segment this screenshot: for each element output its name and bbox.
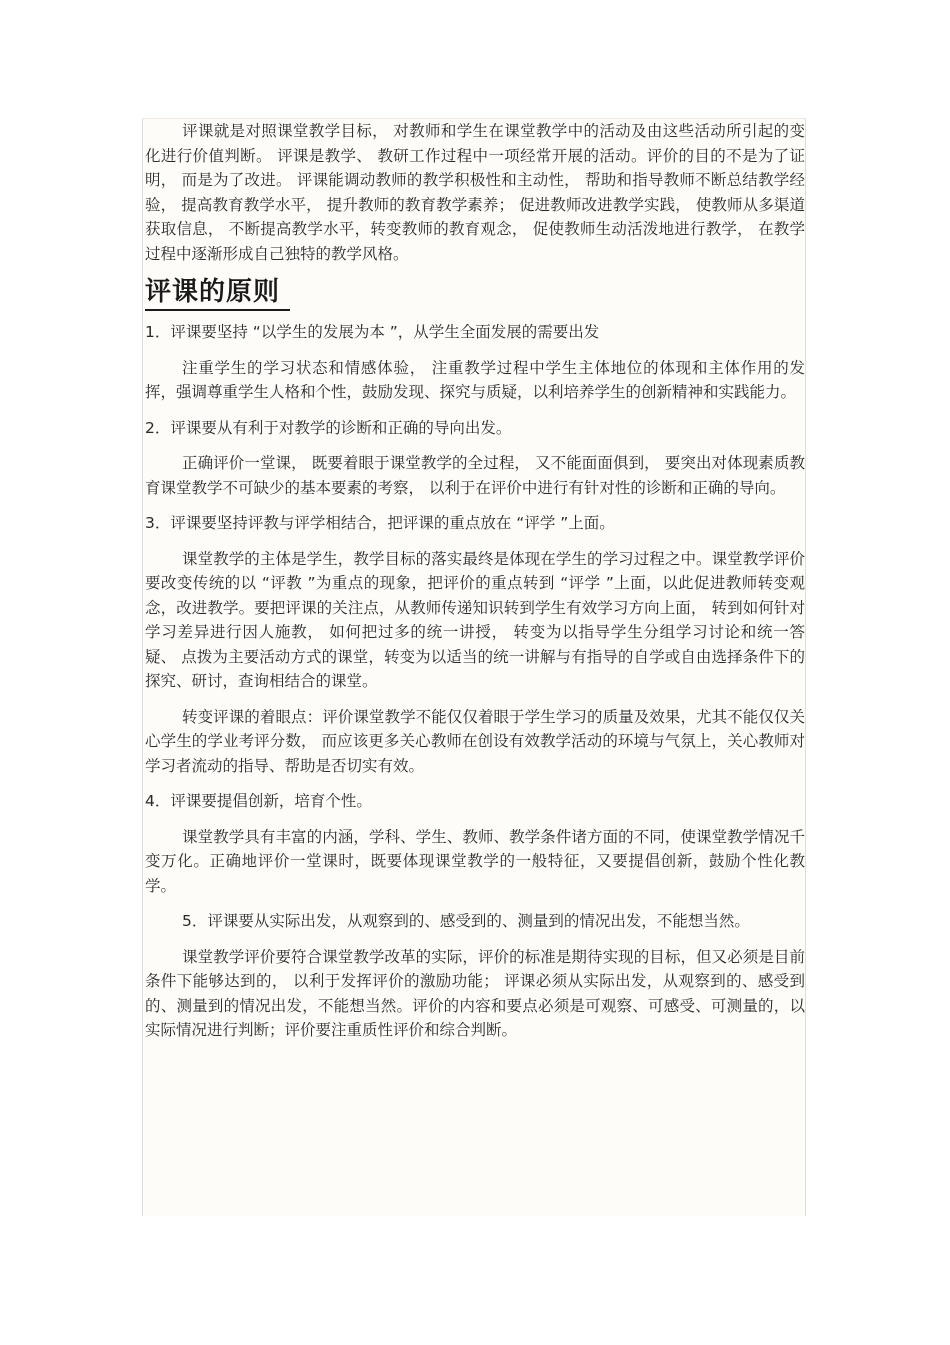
spacer [145,694,805,705]
spacer [145,311,805,320]
principle-1-title: 1．评课要坚持 “以学生的发展为本 ”，从学生全面发展的需要出发 [145,323,600,341]
spacer [145,898,805,909]
principle-3-body-2: 转变评课的着眼点：评价课堂教学不能仅仅着眼于学生学习的质量及效果，尤其不能仅仅关心学生的学业考评分数， 而应该更多关心教师在创设有效教学活动的环境与气氛上，关心教师对学习者流动的指导、帮助是否切实有效。 [145,707,805,775]
principle-3-title: 3．评课要坚持评教与评学相结合，把评课的重点放在 “评学 ”上面。 [145,514,615,532]
principle-4-title: 4．评课要提倡创新，培育个性。 [145,792,372,810]
principle-2-title: 2．评课要从有利于对教学的诊断和正确的导向出发。 [145,418,512,437]
spacer [145,405,805,416]
principle-4-body: 课堂教学具有丰富的内涵，学科、学生、教师、教学条件诸方面的不同，使课堂教学情况千变万化。正确地评价一堂课时，既要体现课堂教学的一般特征，又要提倡创新，鼓励个性化教学。 [145,827,805,895]
document-body [145,119,805,1043]
spacer [145,500,805,511]
principle-1-body: 注重学生的学习状态和情感体验， 注重教学过程中学生主体地位的体现和主体作用的发挥，强调尊重学生人格和个性，鼓励发现、探究与质疑，以利培养学生的创新精神和实践能力。 [145,358,805,401]
spacer [145,536,805,547]
spacer [145,778,805,789]
spacer [145,266,805,275]
spacer [145,934,805,945]
spacer [145,814,805,825]
principle-3-body-1: 课堂教学的主体是学生，教学目标的落实最终是体现在学生的学习过程之中。课堂教学评价要改变传统的以 “评教 ”为重点的现象，把评价的重点转到 “评学 ”上面，以此促进教师转变观念，改进教学。要把评课的关注点，从教师传递知识转到学生有效学习方向上面， 转到如何针对学习差异进行因人施教， 如何把过多的统一讲授， 转变为以指导学生分组学习讨论和统一答疑、 点拨为主要活动方式的课堂，转变为以适当的统一讲解与有指导的自学或自由选择条件下的探究、研讨，查询相结合的课堂。 [145,549,805,690]
spacer [145,345,805,356]
principle-2-body: 正确评价一堂课， 既要着眼于课堂教学的全过程， 又不能面面俱到， 要突出对体现素质教育课堂教学不可缺少的基本要素的考察， 以利于在评价中进行有针对性的诊断和正确的导向。 [145,454,805,497]
principle-5-title: 5．评课要从实际出发，从观察到的、感受到的、测量到的情况出发，不能想当然。 [182,912,750,930]
principle-5-body: 课堂教学评价要符合课堂教学改革的实际，评价的标准是期待实现的目标，但又必须是目前条件下能够达到的， 以利于发挥评价的激励功能； 评课必须从实际出发，从观察到的、感受到的、测量到的情况出发，不能想当然。评价的内容和要点必须是可观察、可感受、可测量的，以实际情况进行判断；评价要注重质性评价和综合判断。 [145,947,805,1039]
section-heading: 评课的原则 [145,275,290,311]
spacer [145,440,805,451]
intro-paragraph: 评课就是对照课堂教学目标， 对教师和学生在课堂教学中的活动及由这些活动所引起的变化进行价值判断。 评课是教学、 教研工作过程中一项经常开展的活动。评价的目的不是为了证明， 而是为了改进。 评课能调动教师的教学积极性和主动性， 帮助和指导教师不断总结教学经验， 提高教育教学水平， 提升教师的教育教学素养； 促进教师改进教学实践， 使教师从多渠道获取信息， 不断提高教学水平，转变教师的教育观念， 促使教师生动活泼地进行教学， 在教学过程中逐渐形成自己独特的教学风格。 [145,122,805,263]
